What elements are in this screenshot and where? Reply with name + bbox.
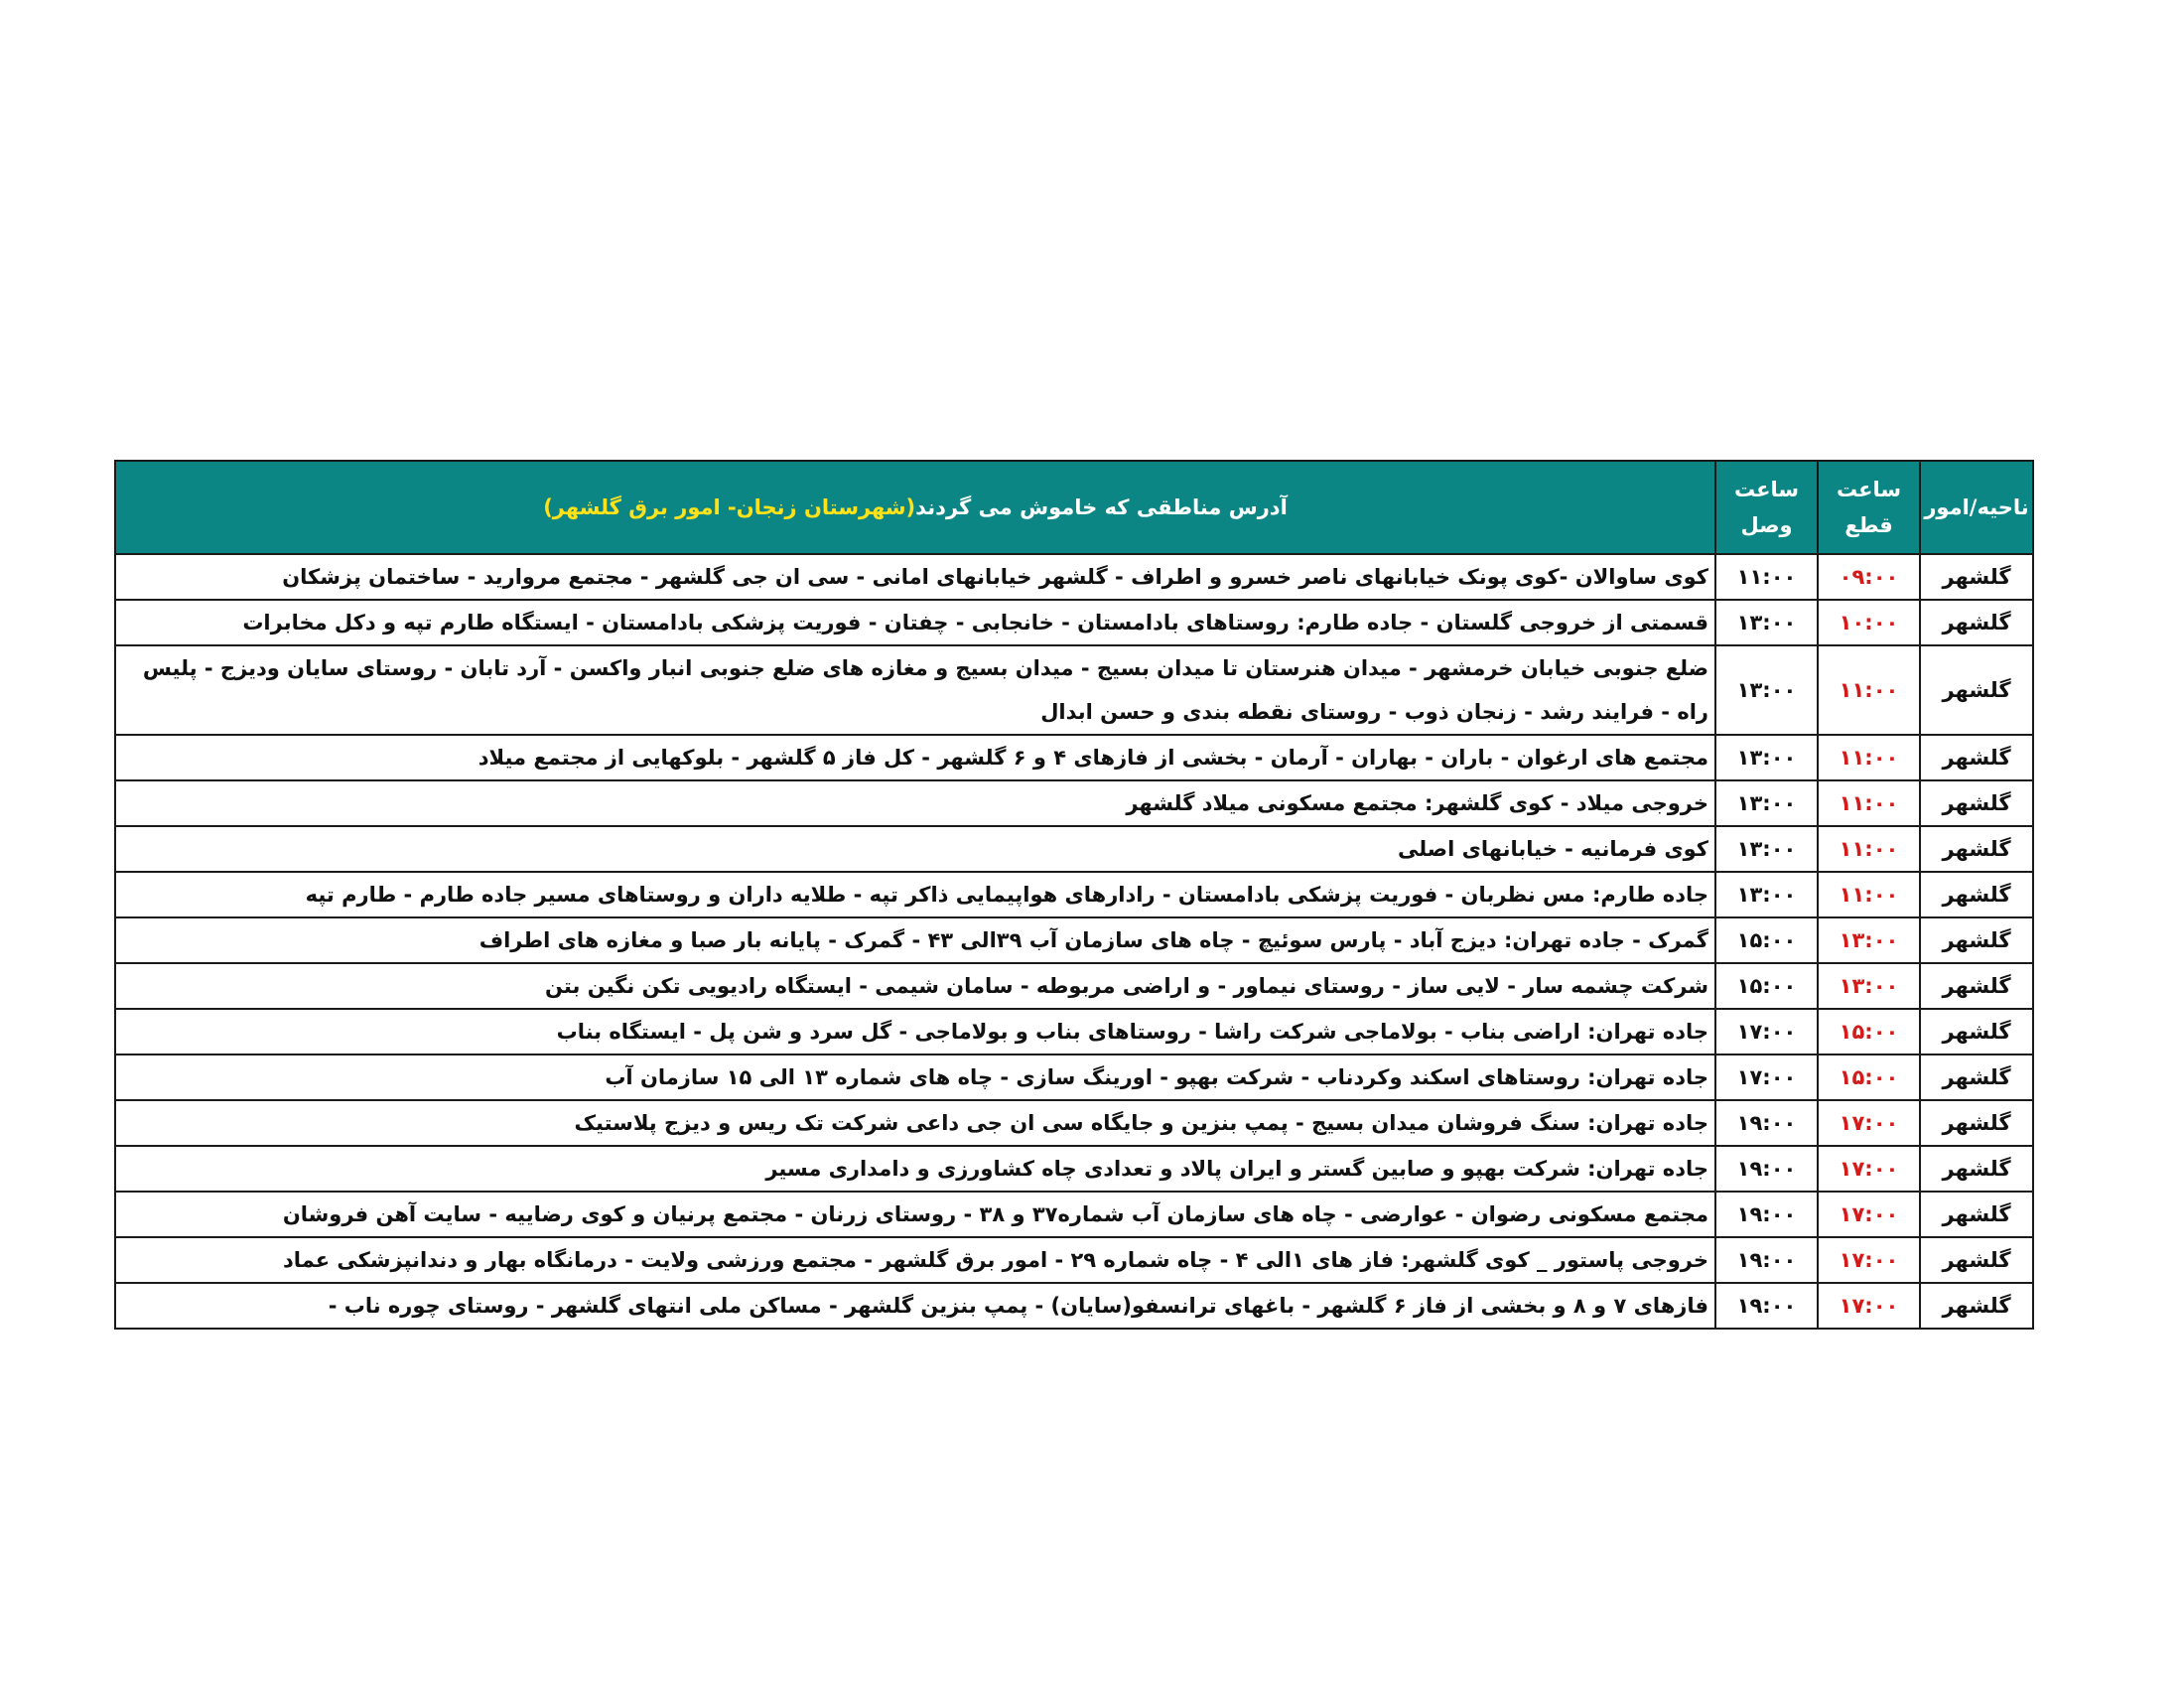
table-row [115, 917, 2033, 963]
off-time-cell [1818, 1237, 1920, 1283]
table-row [115, 1192, 2033, 1237]
on-time-value: ۱۹:۰۰ [1736, 1294, 1797, 1318]
table-row [115, 1009, 2033, 1055]
header-on-line2: وصل [1740, 513, 1793, 537]
on-time-cell [1715, 554, 1818, 600]
region-cell: گلشهر [1920, 872, 2033, 917]
table-row [115, 780, 2033, 826]
off-time-cell [1818, 1055, 1920, 1100]
on-time-cell [1715, 1055, 1818, 1100]
on-time-value: ۱۵:۰۰ [1736, 928, 1797, 952]
off-time-cell [1818, 780, 1920, 826]
region-cell: گلشهر [1920, 1283, 2033, 1329]
on-time-cell [1715, 872, 1818, 917]
on-time-value: ۱۳:۰۰ [1736, 611, 1797, 634]
region-cell: گلشهر [1920, 1055, 2033, 1100]
on-time-value: ۱۵:۰۰ [1736, 974, 1797, 998]
region-cell: گلشهر [1920, 963, 2033, 1009]
address-cell: قسمتی از خروجی گلستان - جاده طارم: روستاهای بادامستان - خانجابی - چفتان - فوريت پزشكی بادامستان - ایستگاه طارم تپه و دکل مخابرات [115, 600, 1715, 645]
off-time-value: ۱۰:۰۰ [1839, 611, 1899, 634]
off-time-value: ۰۹:۰۰ [1839, 565, 1899, 589]
table-row [115, 1055, 2033, 1100]
off-time-cell [1818, 554, 1920, 600]
on-time-cell [1715, 1100, 1818, 1146]
address-cell: کوی ساوالان -کوی پونک خیابانهای ناصر خسرو و اطراف - گلشهر خیابانهای امانی - سی ان جی گلشهر - مجتمع مرواريد - ساختمان پزشكان [115, 554, 1715, 600]
header-off-line2: قطع [1844, 513, 1893, 537]
on-time-cell [1715, 645, 1818, 735]
off-time-value: ۱۵:۰۰ [1839, 1020, 1899, 1044]
off-time-cell [1818, 1146, 1920, 1192]
region-cell: گلشهر [1920, 735, 2033, 780]
on-time-cell [1715, 1192, 1818, 1237]
off-time-cell [1818, 963, 1920, 1009]
region-cell: گلشهر [1920, 917, 2033, 963]
address-cell: جاده طارم: مس نظربان - فوریت پزشکی بادامستان - رادارهای هواپیمایی ذاکر تپه - طلایه داران و روستاهای مسیر جاده طارم - طارم تپه [115, 872, 1715, 917]
table-row [115, 826, 2033, 872]
on-time-value: ۱۳:۰۰ [1736, 837, 1797, 861]
table-row [115, 1146, 2033, 1192]
on-time-value: ۱۳:۰۰ [1736, 746, 1797, 770]
region-cell: گلشهر [1920, 1146, 2033, 1192]
table-row [115, 554, 2033, 600]
on-time-cell [1715, 963, 1818, 1009]
on-time-value: ۱۷:۰۰ [1736, 1065, 1797, 1089]
address-cell: گمرک - جاده تهران: دیزج آباد - پارس سوئیچ - چاه های سازمان آب ۳۹الی ۴۳ - گمرک - پایانه بار صبا و مغازه های اطراف [115, 917, 1715, 963]
off-time-value: ۱۵:۰۰ [1839, 1065, 1899, 1089]
off-time-cell [1818, 1283, 1920, 1329]
address-cell: جاده تهران: اراضی بناب - بولاماجی شرکت راشا - روستاهای بناب و بولاماجی - گل سرد و شن پل - ایستگاه بناب [115, 1009, 1715, 1055]
on-time-value: ۱۳:۰۰ [1736, 791, 1797, 815]
off-time-cell [1818, 917, 1920, 963]
on-time-cell [1715, 917, 1818, 963]
off-time-cell [1818, 1192, 1920, 1237]
region-cell: گلشهر [1920, 600, 2033, 645]
table-row [115, 1100, 2033, 1146]
header-off-line1: ساعت [1836, 478, 1902, 501]
header-region: ناحیه/امور [1920, 461, 2033, 554]
table-body [115, 554, 2033, 1329]
address-cell: جاده تهران: روستاهای اسکند وکردناب - شرکت بهپو - اورینگ سازی - چاه های شماره ۱۳ الی ۱۵ سازمان آب [115, 1055, 1715, 1100]
on-time-value: ۱۳:۰۰ [1736, 678, 1797, 702]
off-time-cell [1818, 600, 1920, 645]
off-time-cell [1818, 735, 1920, 780]
table-header-row [115, 461, 2033, 554]
address-cell: جاده تهران: سنگ فروشان میدان بسیج - پمپ بنزین و جایگاه سی ان جی داعی شرکت تک ریس و دیزج پلاستیک [115, 1100, 1715, 1146]
off-time-value: ۱۳:۰۰ [1839, 928, 1899, 952]
on-time-value: ۱۹:۰۰ [1736, 1202, 1797, 1226]
address-cell: فازهای ۷ و ۸ و بخشی از فاز ۶ گلشهر - باغهای ترانسفو(سایان) - پمپ بنزین گلشهر - مساکن ملی انتهای گلشهر - روستای چوره ناب - [115, 1283, 1715, 1329]
table-row [115, 963, 2033, 1009]
address-cell: مجتمع های ارغوان - باران - بهاران - آرمان - بخشی از فازهای ۴ و ۶ گلشهر - کل فاز ۵ گلشهر - بلوکهایی از مجتمع میلاد [115, 735, 1715, 780]
off-time-value: ۱۱:۰۰ [1839, 746, 1899, 770]
title-main: آدرس مناطقی که خاموش می گردند [915, 495, 1288, 519]
off-time-value: ۱۷:۰۰ [1839, 1248, 1899, 1272]
table-row [115, 735, 2033, 780]
header-on-line1: ساعت [1733, 478, 1800, 501]
off-time-cell [1818, 1009, 1920, 1055]
region-cell: گلشهر [1920, 1192, 2033, 1237]
off-time-value: ۱۱:۰۰ [1839, 883, 1899, 907]
off-time-cell [1818, 872, 1920, 917]
off-time-value: ۱۱:۰۰ [1839, 791, 1899, 815]
region-cell: گلشهر [1920, 554, 2033, 600]
on-time-value: ۱۹:۰۰ [1736, 1157, 1797, 1181]
off-time-value: ۱۱:۰۰ [1839, 837, 1899, 861]
header-on-time [1715, 461, 1818, 554]
header-title [115, 461, 1715, 554]
table-row [115, 600, 2033, 645]
address-cell: شرکت چشمه سار - لایی ساز - روستای نیماور - و اراضی مربوطه - سامان شیمی - ایستگاه رادیویی تکن نگین بتن [115, 963, 1715, 1009]
off-time-value: ۱۷:۰۰ [1839, 1157, 1899, 1181]
on-time-cell [1715, 735, 1818, 780]
on-time-value: ۱۹:۰۰ [1736, 1248, 1797, 1272]
address-cell: جاده تهران: شرکت بهپو و صابین گستر و ایران پالاد و تعدادی چاه کشاورزی و دامداری مسیر [115, 1146, 1715, 1192]
address-cell: مجتمع مسکونی رضوان - عوارضی - چاه های سازمان آب شماره۳۷ و ۳۸ - روستای زرنان - مجتمع پرنیان و کوی رضاییه - سایت آهن فروشان [115, 1192, 1715, 1237]
on-time-cell [1715, 826, 1818, 872]
off-time-value: ۱۷:۰۰ [1839, 1294, 1899, 1318]
region-cell: گلشهر [1920, 826, 2033, 872]
table-row [115, 1283, 2033, 1329]
off-time-value: ۱۷:۰۰ [1839, 1111, 1899, 1135]
region-cell: گلشهر [1920, 1237, 2033, 1283]
on-time-cell [1715, 1237, 1818, 1283]
table-row [115, 645, 2033, 735]
region-cell: گلشهر [1920, 645, 2033, 735]
on-time-value: ۱۱:۰۰ [1736, 565, 1797, 589]
on-time-value: ۱۳:۰۰ [1736, 883, 1797, 907]
off-time-cell [1818, 645, 1920, 735]
off-time-cell [1818, 1100, 1920, 1146]
on-time-cell [1715, 780, 1818, 826]
address-cell: خروجی میلاد - کوی گلشهر: مجتمع مسکونی میلاد گلشهر [115, 780, 1715, 826]
off-time-cell [1818, 826, 1920, 872]
on-time-cell [1715, 1146, 1818, 1192]
address-cell: خروجی پاستور _ کوی گلشهر: فاز های ۱الی ۴ - چاه شماره ۲۹ - امور برق گلشهر - مجتمع ورزشی ولایت - درمانگاه بهار و دندانپزشکی عماد [115, 1237, 1715, 1283]
region-cell: گلشهر [1920, 1100, 2033, 1146]
region-cell: گلشهر [1920, 780, 2033, 826]
on-time-cell [1715, 1283, 1818, 1329]
on-time-value: ۱۷:۰۰ [1736, 1020, 1797, 1044]
table-row [115, 1237, 2033, 1283]
title-highlight: (شهرستان زنجان- امور برق گلشهر) [543, 495, 916, 519]
outage-schedule-table [114, 460, 2034, 1330]
on-time-value: ۱۹:۰۰ [1736, 1111, 1797, 1135]
address-cell: ضلع جنوبی خیابان خرمشهر - میدان هنرستان تا میدان بسیج - میدان بسیج و مغازه های ضلع جنوبی انبار واکسن - آرد تابان - روستای سایان ودیزج - پلیس راه - فرایند رشد - زنجان ذوب - روستای نقطه بندی و حسن ابدال [115, 645, 1715, 735]
off-time-value: ۱۱:۰۰ [1839, 678, 1899, 702]
on-time-cell [1715, 600, 1818, 645]
off-time-value: ۱۳:۰۰ [1839, 974, 1899, 998]
address-cell: کوی فرمانیه - خیابانهای اصلی [115, 826, 1715, 872]
off-time-value: ۱۷:۰۰ [1839, 1202, 1899, 1226]
region-cell: گلشهر [1920, 1009, 2033, 1055]
table-row [115, 872, 2033, 917]
header-off-time [1818, 461, 1920, 554]
on-time-cell [1715, 1009, 1818, 1055]
